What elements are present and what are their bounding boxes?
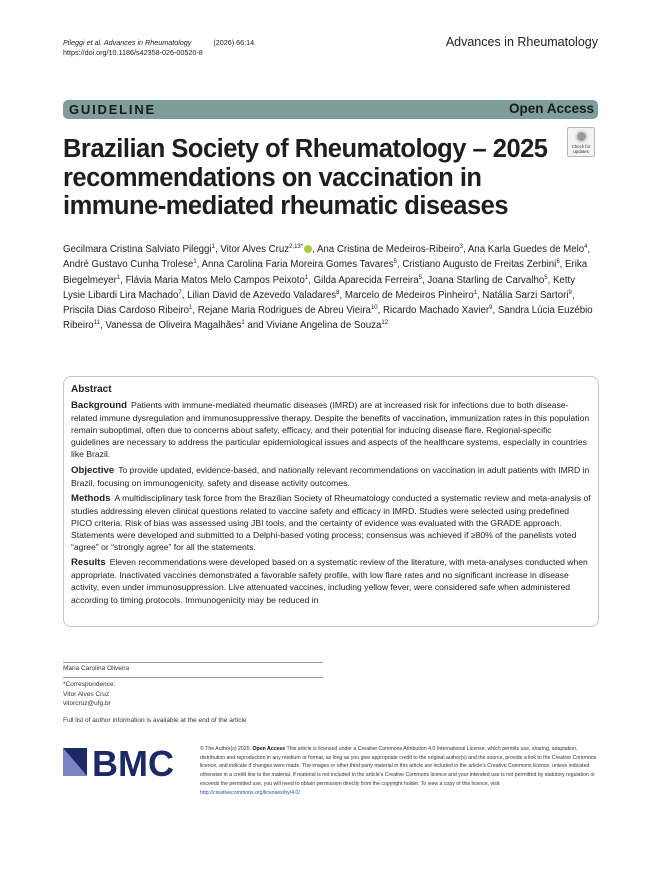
author-affiliation: 1	[193, 259, 197, 266]
author-name: Ricardo Machado Xavier	[383, 305, 490, 317]
check-for-updates-button[interactable]	[567, 127, 595, 157]
abstract-heading: Abstract	[71, 384, 112, 395]
author-name: Vitor Alves Cruz	[220, 244, 290, 255]
year-volume: (2026) 66:14	[213, 38, 255, 47]
footnote-divider	[63, 677, 323, 678]
abstract-objective	[71, 464, 592, 489]
author-name: Cristiano Augusto de Freitas Zerbini	[402, 259, 557, 271]
author	[345, 290, 477, 301]
author-affiliation: 1	[188, 305, 193, 312]
author-affiliation: 3	[459, 244, 463, 250]
article-type: GUIDELINE	[69, 102, 156, 117]
running-header	[63, 38, 254, 58]
author	[482, 290, 572, 301]
copyright: © The Author(s) 2026.	[200, 746, 252, 752]
author	[198, 305, 378, 316]
author-name: Priscila Dias Cardoso Ribeiro	[63, 305, 189, 317]
author	[187, 290, 339, 301]
author	[317, 244, 463, 255]
author-name: Gilda Aparecida Ferreira	[313, 274, 419, 286]
author-name: André Gustavo Cunha Trolese	[63, 259, 194, 271]
author	[126, 275, 309, 286]
author-affiliation: 11	[93, 320, 100, 327]
footnote-divider	[63, 662, 323, 663]
author-name: Marcelo de Medeiros Pinheiro	[344, 289, 474, 301]
abstract-background	[71, 399, 592, 460]
author-name: Erika Biegelmeyer	[63, 259, 588, 286]
check-updates-line2: updates	[573, 149, 589, 154]
author-affiliation: 5	[418, 274, 422, 281]
section-text: To provide updated, evidence-based, and nationally relevant recommendations on vaccination in adult patients with IMRD in Brazil, focusing on immunogenicity, safety and disease activity outcomes.	[71, 464, 590, 488]
check-updates-icon	[575, 130, 588, 143]
author-affiliation: 6	[556, 259, 560, 266]
section-text: A multidisciplinary task force from the Brazilian Society of Rheumatology conducted a systematic review and meta-analysis of studies addressing eleven clinical questions related to vaccine safety and efficacy in IMRD. Studies were selected using predefined PICO criteria. Risk of bias was assessed using JBI tools, and the certainty of evidence was evaluated with the GRADE approach. Statements were developed and submitted to a Delphi-based voting process; consensus was achieved if ≥80% of the panelists voted “agree” or “strongly agree” for all the statements.	[71, 492, 591, 553]
author-name: Natália Sarzi Sartori	[482, 289, 569, 301]
author-name: Lilian David de Azevedo Valadares	[187, 289, 337, 301]
author-list: Gecilmara Cristina Salviato Pileggi$^1$, Vitor Alves Cruz$^{2,13*}$ , Ana Cristina de Medeiros-Ribeiro$^3$, Ana Karla Guedes de Melo$^4$, André Gustavo Cunha Trolese$^1$, Anna Carolina Faria Moreira Gomes Tavares$^5$, Cristiano Augusto de Freitas Zerbini$^6$, Erika Biegelmeyer$^1$, Flávia Maria Matos Melo Campos Peixoto$^1$, Gilda Aparecida Ferreira$^5$, Joana Starling de Carvalho$^5$, Ketty Lysie Libardi Lira Machado$^7$, Lilian David de Azevedo Valadares$^8$, Marcelo de Medeiros Pinheiro$^1$, Natália Sarzi Sartori$^9$, Priscila Dias Cardoso Ribeiro$^1$, Rejane Maria Rodrigues de Abreu Vieira$^{10}$, Ricardo Machado Xavier$^9$, Sandra Lúcia Euzébio Ribeiro$^{11}$, Vanessa de Oliveira Magalhães$^1$ and Viviane Angelina de Souza$^{12}$	[63, 244, 593, 332]
open-access-label: Open Access	[508, 101, 594, 116]
correspondence-email[interactable]: vitorcruz@ufg.br	[63, 700, 111, 708]
author-affiliation: 2,13*	[289, 244, 304, 250]
author	[266, 320, 388, 331]
article-type-band	[63, 100, 598, 119]
abstract-box	[63, 376, 599, 627]
author-name: Ana Karla Guedes de Melo	[467, 244, 585, 255]
orcid-icon[interactable]	[304, 245, 312, 253]
author-name: Viviane Angelina de Souza	[266, 320, 382, 332]
license-text: This article is licensed under a Creative Commons Attribution 4.0 International License, which permits use, sharing, adaptation, distribution and reproduction in any medium or format, as long as you give appropriate credit to the original author(s) and the source, provide a link to the Creative Commons licence, and indicate if changes were made. The images or other third party material in this article are included in the article’s Creative Commons licence, unless indicated otherwise in a credit line to the material. If material is not included in the article’s Creative Commons licence and your intended use is not permitted by statutory regulation or exceeds the permitted use, you will need to obtain permission directly from the copyright holder. To view a copy of this licence, visit	[200, 746, 597, 787]
author-affiliation: 8	[336, 289, 340, 296]
correspondence-name: Vitor Alves Cruz	[63, 690, 110, 698]
author-name: Ana Cristina de Medeiros-Ribeiro	[316, 244, 460, 255]
article-title: Brazilian Society of Rheumatology – 2025 recommendations on vaccination in immune-mediated rheumatic diseases	[63, 135, 548, 220]
author	[63, 244, 215, 255]
handling-editor: Maria Carolina Oliveira	[63, 665, 130, 672]
author-affiliation: 12	[381, 320, 389, 327]
author-name: Gecilmara Cristina Salviato Pileggi	[63, 244, 212, 255]
section-label: Objective	[71, 464, 115, 476]
affiliation-note: Full list of author information is available at the end of the article	[63, 717, 247, 724]
abstract-results	[71, 556, 592, 605]
author-affiliation: 1	[211, 244, 215, 250]
author-affiliation: 4	[584, 244, 588, 250]
abstract-methods	[71, 492, 592, 553]
author	[105, 320, 244, 331]
author-affiliation: 9	[568, 289, 572, 296]
section-label: Methods	[71, 492, 111, 504]
author-name: Vanessa de Oliveira Magalhães	[105, 320, 242, 332]
author	[468, 244, 588, 255]
author-affiliation: 1	[304, 274, 309, 281]
author-affiliation: 9	[489, 305, 493, 312]
license-link[interactable]: http://creativecommons.org/licenses/by/4.0/.	[200, 789, 302, 796]
author	[220, 244, 312, 255]
correspondence	[63, 680, 115, 709]
author-affiliation: 5	[544, 274, 548, 281]
author	[402, 259, 559, 270]
author-affiliation: 1	[473, 289, 477, 296]
author-affiliation: 5	[393, 259, 397, 266]
author-name: Ketty Lysie Libardi Lira Machado	[63, 274, 576, 301]
author-affiliation: 10	[370, 305, 378, 312]
author	[63, 305, 192, 316]
section-text: Patients with immune-mediated rheumatic diseases (IMRD) are at increased risk for infections due to both disease-related immune dysregulation and immunosuppressive therapy. Despite the benefits of vaccination, immunization rates in this population remain suboptimal, often due to concerns about safety, efficacy, and their potential for inducing disease flare. Regional-specific guidelines are necessary to address the particular epidemiological issues and aspects of the healthcare systems, especially in countries like Brazil.	[71, 400, 590, 460]
correspondence-label: *Correspondence:	[63, 681, 116, 688]
author	[202, 259, 397, 270]
section-label: Results	[71, 557, 106, 569]
author-name: Flávia Maria Matos Melo Campos Peixoto	[125, 274, 305, 286]
bmc-logo-text: BMC	[92, 745, 174, 779]
bmc-logo	[63, 745, 185, 779]
author-name: Joana Starling de Carvalho	[427, 274, 545, 286]
license-open-access: Open Access	[252, 746, 286, 752]
journal-name: Advances in Rheumatology	[445, 35, 598, 49]
author-name: Rejane Maria Rodrigues de Abreu Vieira	[197, 305, 371, 317]
section-label: Background	[71, 400, 127, 412]
author	[383, 305, 492, 316]
author	[427, 275, 547, 286]
doi-link[interactable]: https://doi.org/10.1186/s42358-026-00520-8	[63, 48, 203, 57]
author-affiliation: 7	[178, 289, 182, 296]
citation: Pileggi et al. Advances in Rheumatology	[63, 38, 192, 47]
author	[314, 275, 422, 286]
author-name: Anna Carolina Faria Moreira Gomes Tavares	[201, 259, 394, 271]
license-notice	[200, 745, 600, 797]
author-name: Sandra Lúcia Euzébio Ribeiro	[63, 305, 593, 332]
section-text: Eleven recommendations were developed based on a systematic review of the literature, with meta-analyses conducted when appropriate. Inactivated vaccines demonstrated a favorable safety profile, with low flare rates and no significant increase in disease activity, even under immunosuppression. Live attenuated vaccines, including yellow fever, were considered safe when administered according to timing protocols. Immunogenicity may be reduced in	[71, 557, 588, 605]
check-updates-line1: Check for	[571, 144, 591, 149]
author-affiliation: 1	[116, 274, 121, 281]
author	[63, 259, 197, 270]
author-affiliation: 1	[241, 320, 245, 327]
